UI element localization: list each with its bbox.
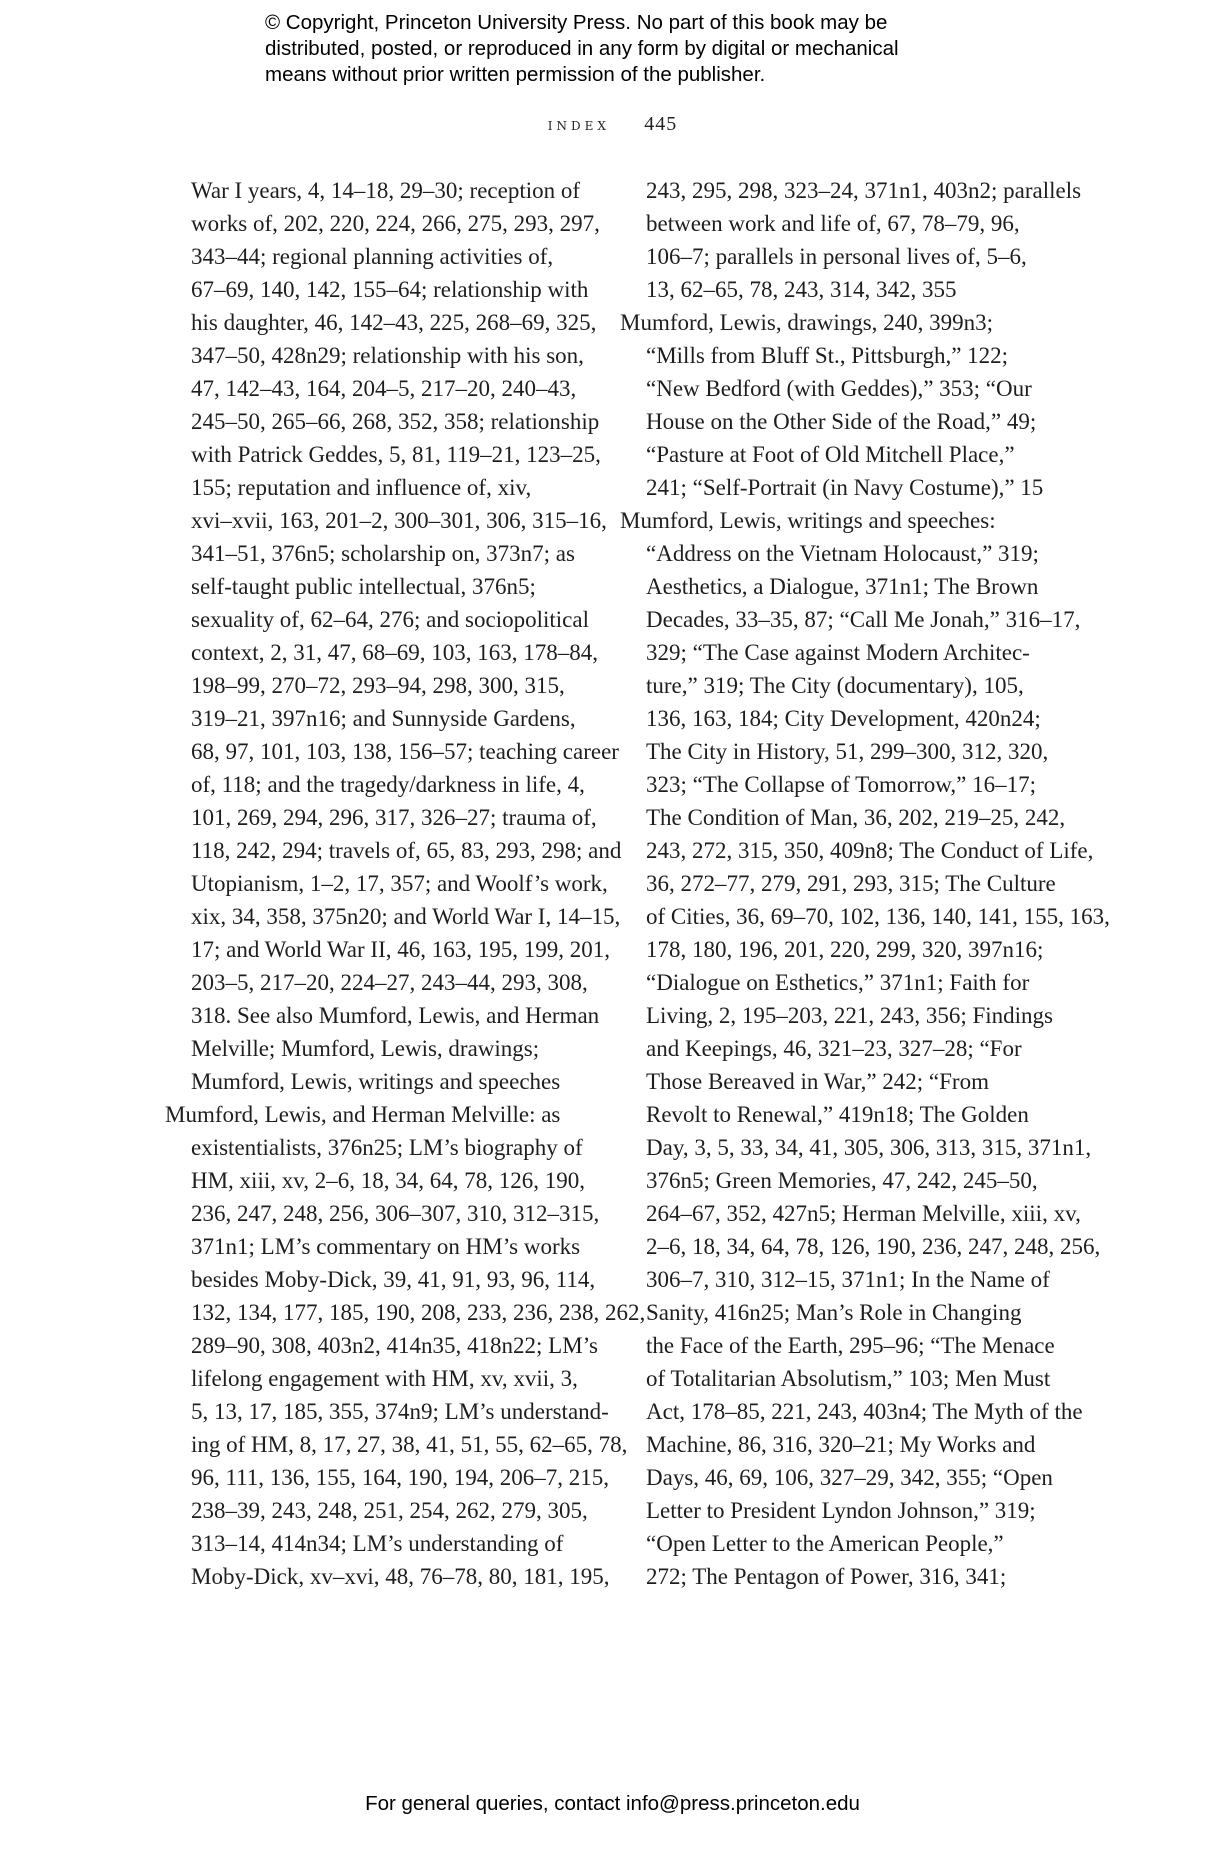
index-entry-line: 347–50, 428n29; relationship with his son, [191, 343, 584, 368]
index-entry-line: The Condition of Man, 36, 202, 219–25, 242, [646, 805, 1066, 830]
footer-contact: For general queries, contact info@press.princeton.edu [365, 1792, 860, 1815]
index-entry-line: of, 118; and the tragedy/darkness in life, 4, [191, 772, 585, 797]
index-entry-line: “Dialogue on Esthetics,” 371n1; Faith for [646, 970, 1030, 995]
index-entry-line: the Face of the Earth, 295–96; “The Menace [646, 1333, 1055, 1358]
index-entry-heading-line: Mumford, Lewis, writings and speeches: [620, 508, 996, 533]
index-column-right [620, 174, 1110, 1593]
index-entry-line: Melville; Mumford, Lewis, drawings; [191, 1036, 540, 1061]
running-head-title: index [547, 115, 610, 135]
index-entry-line: between work and life of, 67, 78–79, 96, [646, 211, 1020, 236]
index-entry-line: of Totalitarian Absolutism,” 103; Men Must [646, 1366, 1051, 1391]
index-entry-line: The City in History, 51, 299–300, 312, 320, [646, 739, 1049, 764]
index-entry-line: of Cities, 36, 69–70, 102, 136, 140, 141, 155, 163, [646, 904, 1110, 929]
index-entry-line: 47, 142–43, 164, 204–5, 217–20, 240–43, [191, 376, 577, 401]
index-entry-line: 241; “Self-Portrait (in Navy Costume),” 15 [646, 475, 1044, 500]
index-entry-line: Day, 3, 5, 33, 34, 41, 305, 306, 313, 315, 371n1, [646, 1135, 1092, 1160]
index-entry-line: 376n5; Green Memories, 47, 242, 245–50, [646, 1168, 1038, 1193]
index-entry-line: besides Moby-Dick, 39, 41, 91, 93, 96, 114, [191, 1267, 596, 1292]
index-entry-line: 319–21, 397n16; and Sunnyside Gardens, [191, 706, 576, 731]
index-entry-line: ing of HM, 8, 17, 27, 38, 41, 51, 55, 62–65, 78, [191, 1432, 628, 1457]
index-entry-line: Mumford, Lewis, writings and speeches [191, 1069, 561, 1094]
index-entry-line: 13, 62–65, 78, 243, 314, 342, 355 [646, 277, 957, 302]
index-entry-line: 155; reputation and influence of, xiv, [191, 475, 532, 500]
index-entry-line: 341–51, 376n5; scholarship on, 373n7; as [191, 541, 575, 566]
index-entry-line: 243, 272, 315, 350, 409n8; The Conduct of Life, [646, 838, 1094, 863]
index-entry-line: 106–7; parallels in personal lives of, 5–6, [646, 244, 1027, 269]
index-entry-line: “New Bedford (with Geddes),” 353; “Our [646, 376, 1032, 401]
index-entry-line: lifelong engagement with HM, xv, xvii, 3, [191, 1366, 578, 1391]
index-entry-line: Those Bereaved in War,” 242; “From [646, 1069, 989, 1094]
index-entry-line: 198–99, 270–72, 293–94, 298, 300, 315, [191, 673, 565, 698]
index-entry-line: Act, 178–85, 221, 243, 403n4; The Myth of the [646, 1399, 1083, 1424]
index-entry-line: Moby-Dick, xv–xvi, 48, 76–78, 80, 181, 195, [191, 1564, 610, 1589]
running-head [0, 113, 1225, 136]
index-entry-line: Living, 2, 195–203, 221, 243, 356; Findings [646, 1003, 1053, 1028]
copyright-notice [265, 10, 1025, 88]
copyright-line: distributed, posted, or reproduced in any form by digital or mechanical [265, 37, 899, 60]
index-entry-line: House on the Other Side of the Road,” 49; [646, 409, 1037, 434]
index-entry-line: HM, xiii, xv, 2–6, 18, 34, 64, 78, 126, 190, [191, 1168, 585, 1193]
index-entry-line: 343–44; regional planning activities of, [191, 244, 554, 269]
index-entry-line: 178, 180, 196, 201, 220, 299, 320, 397n16; [646, 937, 1044, 962]
index-entry-line: Utopianism, 1–2, 17, 357; and Woolf’s work, [191, 871, 608, 896]
index-entry-line: with Patrick Geddes, 5, 81, 119–21, 123–25, [191, 442, 601, 467]
index-entry-line: Revolt to Renewal,” 419n18; The Golden [646, 1102, 1029, 1127]
index-entry-line: Sanity, 416n25; Man’s Role in Changing [646, 1300, 1022, 1325]
index-entry-line: 68, 97, 101, 103, 138, 156–57; teaching career [191, 739, 619, 764]
index-entry-line: 264–67, 352, 427n5; Herman Melville, xiii, xv, [646, 1201, 1081, 1226]
index-entry-line: 203–5, 217–20, 224–27, 243–44, 293, 308, [191, 970, 588, 995]
index-entry-line: 132, 134, 177, 185, 190, 208, 233, 236, 238, 262, [191, 1300, 646, 1325]
index-entry-line: Days, 46, 69, 106, 327–29, 342, 355; “Open [646, 1465, 1053, 1490]
index-entry-line: 96, 111, 136, 155, 164, 190, 194, 206–7, 215, [191, 1465, 610, 1490]
index-entry-line: 289–90, 308, 403n2, 414n35, 418n22; LM’s [191, 1333, 598, 1358]
index-entry-line: ture,” 319; The City (documentary), 105, [646, 673, 1024, 698]
index-entry-line: “Pasture at Foot of Old Mitchell Place,” [646, 442, 1015, 467]
index-entry-line: self-taught public intellectual, 376n5; [191, 574, 536, 599]
page-number: 445 [644, 113, 678, 135]
index-entry-line: 313–14, 414n34; LM’s understanding of [191, 1531, 564, 1556]
index-entry-line: 118, 242, 294; travels of, 65, 83, 293, 298; and [191, 838, 622, 863]
index-entry-line: 323; “The Collapse of Tomorrow,” 16–17; [646, 772, 1036, 797]
index-entry-line: works of, 202, 220, 224, 266, 275, 293, 297, [191, 211, 600, 236]
index-entry-line: 371n1; LM’s commentary on HM’s works [191, 1234, 581, 1259]
copyright-line: © Copyright, Princeton University Press. No part of this book may be [265, 11, 888, 34]
index-entry-line: his daughter, 46, 142–43, 225, 268–69, 325, [191, 310, 597, 335]
index-entry-line: 2–6, 18, 34, 64, 78, 126, 190, 236, 247, 248, 256, [646, 1234, 1101, 1259]
index-entry-line: 245–50, 265–66, 268, 352, 358; relationship [191, 409, 600, 434]
index-entry-line: Machine, 86, 316, 320–21; My Works and [646, 1432, 1036, 1457]
index-entry-line: 17; and World War II, 46, 163, 195, 199, 201, [191, 937, 610, 962]
index-entry-line: 318. See also Mumford, Lewis, and Herman [191, 1003, 600, 1028]
index-entry-line: 5, 13, 17, 185, 355, 374n9; LM’s understand- [191, 1399, 609, 1424]
index-entry-line: 101, 269, 294, 296, 317, 326–27; trauma of, [191, 805, 597, 830]
copyright-line: means without prior written permission of the publisher. [265, 63, 766, 86]
index-entry-heading-line: Mumford, Lewis, and Herman Melville: as [165, 1102, 561, 1127]
index-entry-line: 136, 163, 184; City Development, 420n24; [646, 706, 1041, 731]
index-entry-line: and Keepings, 46, 321–23, 327–28; “For [646, 1036, 1022, 1061]
index-entry-line: 243, 295, 298, 323–24, 371n1, 403n2; parallels [646, 178, 1082, 203]
index-entry-line: 36, 272–77, 279, 291, 293, 315; The Culture [646, 871, 1056, 896]
index-entry-line: xix, 34, 358, 375n20; and World War I, 14–15, [191, 904, 621, 929]
index-entry-line: Letter to President Lyndon Johnson,” 319; [646, 1498, 1036, 1523]
index-entry-line: 67–69, 140, 142, 155–64; relationship with [191, 277, 589, 302]
index-entry-line: Aesthetics, a Dialogue, 371n1; The Brown [646, 574, 1039, 599]
index-entry-line: 306–7, 310, 312–15, 371n1; In the Name of [646, 1267, 1050, 1292]
index-entry-line: xvi–xvii, 163, 201–2, 300–301, 306, 315–16, [191, 508, 607, 533]
index-entry-line: 236, 247, 248, 256, 306–307, 310, 312–315, [191, 1201, 600, 1226]
index-entry-line: 272; The Pentagon of Power, 316, 341; [646, 1564, 1007, 1589]
index-entry-line: 329; “The Case against Modern Architec- [646, 640, 1030, 665]
index-entry-line: War I years, 4, 14–18, 29–30; reception of [191, 178, 581, 203]
index-entry-line: existentialists, 376n25; LM’s biography of [191, 1135, 583, 1160]
index-entry-heading-line: Mumford, Lewis, drawings, 240, 399n3; [620, 310, 994, 335]
index-entry-line: 238–39, 243, 248, 251, 254, 262, 279, 305, [191, 1498, 588, 1523]
index-entry-line: “Mills from Bluff St., Pittsburgh,” 122; [646, 343, 1009, 368]
index-column-left [165, 174, 646, 1593]
index-entry-line: sexuality of, 62–64, 276; and sociopolitical [191, 607, 589, 632]
index-entry-line: context, 2, 31, 47, 68–69, 103, 163, 178–84, [191, 640, 598, 665]
index-entry-line: Decades, 33–35, 87; “Call Me Jonah,” 316–17, [646, 607, 1081, 632]
index-entry-line: “Open Letter to the American People,” [646, 1531, 1004, 1556]
index-entry-line: “Address on the Vietnam Holocaust,” 319; [646, 541, 1039, 566]
